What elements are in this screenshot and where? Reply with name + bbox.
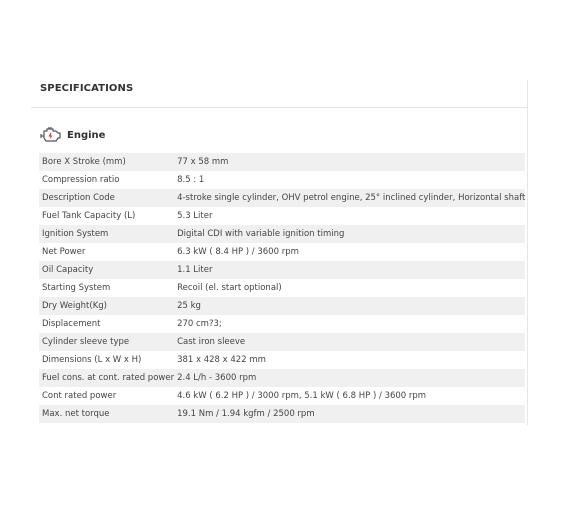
engine-title: Engine (67, 129, 106, 141)
section-title: SPECIFICATIONS (40, 83, 134, 94)
spec-label: Description Code (39, 189, 174, 207)
spec-value: 2.4 L/h - 3600 rpm (174, 369, 525, 387)
spec-label: Max. net torque (39, 405, 174, 423)
spec-value: 381 x 428 x 422 mm (174, 351, 525, 369)
spec-value: Digital CDI with variable ignition timing (174, 225, 525, 243)
table-row (39, 207, 525, 225)
engine-spec-table (39, 153, 525, 423)
spec-value: 5.3 Liter (174, 207, 525, 225)
spec-label: Oil Capacity (39, 261, 174, 279)
spec-label: Bore X Stroke (mm) (39, 153, 174, 171)
spec-value: 270 cm?3; (174, 315, 525, 333)
spec-label: Starting System (39, 279, 174, 297)
table-row (39, 189, 525, 207)
section-header (31, 80, 527, 108)
spec-label: Ignition System (39, 225, 174, 243)
spec-value: 4-stroke single cylinder, OHV petrol engine, 25° inclined cylinder, Horizontal shaft (174, 189, 525, 207)
spec-value: 6.3 kW ( 8.4 HP ) / 3600 rpm (174, 243, 525, 261)
table-row (39, 387, 525, 405)
table-row (39, 243, 525, 261)
table-row (39, 171, 525, 189)
spec-label: Compression ratio (39, 171, 174, 189)
table-row (39, 351, 525, 369)
engine-heading (39, 125, 105, 145)
spec-value: 25 kg (174, 297, 525, 315)
table-row (39, 369, 525, 387)
spec-label: Displacement (39, 315, 174, 333)
spec-label: Net Power (39, 243, 174, 261)
spec-label: Cont rated power (39, 387, 174, 405)
spec-value: Cast iron sleeve (174, 333, 525, 351)
table-row (39, 333, 525, 351)
spec-value: 4.6 kW ( 6.2 HP ) / 3000 rpm, 5.1 kW ( 6.8 HP ) / 3600 rpm (174, 387, 525, 405)
table-row (39, 225, 525, 243)
spec-value: 19.1 Nm / 1.94 kgfm / 2500 rpm (174, 405, 525, 423)
spec-value: Recoil (el. start optional) (174, 279, 525, 297)
spec-label: Cylinder sleeve type (39, 333, 174, 351)
spec-value: 77 x 58 mm (174, 153, 525, 171)
spec-label: Dimensions (L x W x H) (39, 351, 174, 369)
spec-label: Fuel Tank Capacity (L) (39, 207, 174, 225)
table-row (39, 297, 525, 315)
spec-label: Dry Weight(Kg) (39, 297, 174, 315)
spec-label: Fuel cons. at cont. rated power (39, 369, 174, 387)
table-row (39, 279, 525, 297)
table-row (39, 315, 525, 333)
engine-icon (39, 126, 63, 144)
table-row (39, 405, 525, 423)
spec-value: 8.5 : 1 (174, 171, 525, 189)
spec-value: 1.1 Liter (174, 261, 525, 279)
specifications-panel (31, 80, 528, 425)
table-row (39, 153, 525, 171)
table-row (39, 261, 525, 279)
